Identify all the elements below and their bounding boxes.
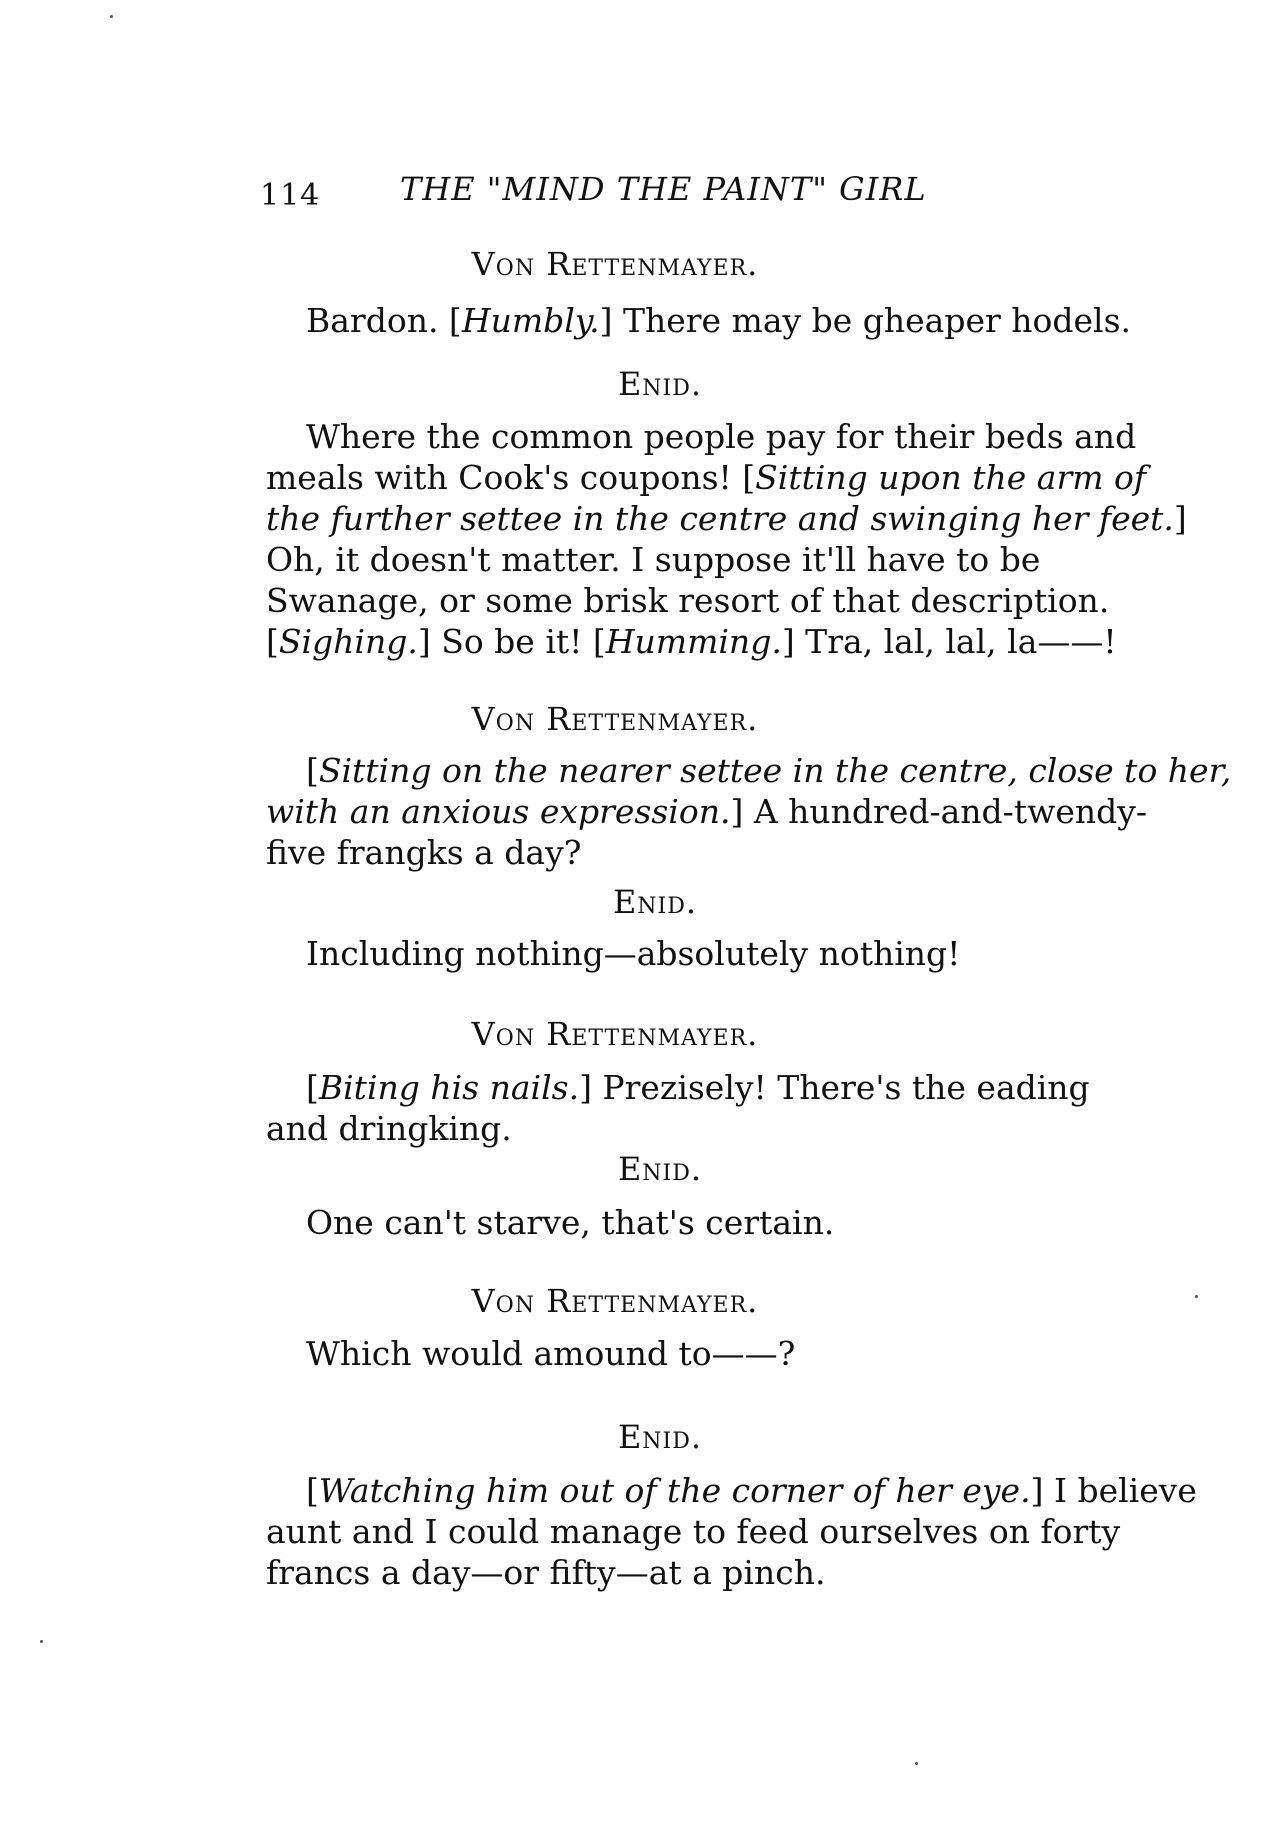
speaker-name: Enid. — [612, 883, 698, 921]
dialogue-text: ] Prezisely! There's the eading — [579, 1068, 1090, 1107]
dialogue-line — [266, 498, 1187, 539]
dialogue-text: Swanage, or some brisk resort of that description. — [266, 581, 1110, 620]
dialogue-text: aunt and I could manage to feed ourselves on forty — [266, 1512, 1121, 1551]
running-head — [260, 170, 1020, 220]
dialogue-text: Where the common people pay for their beds and — [306, 417, 1137, 456]
stage-direction: Watching him out of the corner of her eye. — [318, 1471, 1031, 1510]
dialogue-line — [266, 933, 1176, 974]
dialogue-text: Which would amound to——? — [306, 1334, 796, 1373]
dialogue-line — [266, 1333, 1176, 1374]
dialogue-line — [266, 832, 1176, 873]
dialogue-line — [266, 1470, 1197, 1511]
speaker-name: Von Rettenmayer. — [471, 700, 759, 738]
dialogue-paragraph — [266, 750, 1232, 873]
dialogue-text: and dringking. — [266, 1109, 512, 1148]
speaker-name: Enid. — [617, 1418, 703, 1456]
dialogue-text: ] A hundred-and-twendy- — [730, 792, 1148, 831]
running-title: THE "MIND THE PAINT" GIRL — [400, 170, 927, 208]
dialogue-text: [ — [306, 751, 319, 790]
stage-direction: Humming. — [605, 622, 782, 661]
paper-speck — [915, 1762, 918, 1765]
dialogue-line — [266, 1067, 1176, 1108]
dialogue-line — [266, 300, 1176, 341]
dialogue-text: five frangks a day? — [266, 833, 582, 872]
dialogue-text: Including nothing—absolutely nothing! — [306, 934, 961, 973]
dialogue-paragraph — [266, 1067, 1176, 1149]
dialogue-paragraph — [266, 1470, 1197, 1593]
dialogue-text: meals with Cook's coupons! [ — [266, 458, 756, 497]
dialogue-line — [266, 539, 1176, 580]
stage-direction: Sighing. — [278, 622, 418, 661]
stage-direction: with an anxious expression. — [266, 792, 731, 831]
dialogue-line — [266, 1552, 1176, 1593]
dialogue-text: francs a day—or fifty—at a pinch. — [266, 1553, 826, 1592]
dialogue-text: Bardon. [ — [306, 301, 462, 340]
dialogue-text: [ — [266, 622, 279, 661]
dialogue-text: ] Tra, lal, lal, la——! — [781, 622, 1117, 661]
stage-direction: Biting his nails. — [318, 1068, 580, 1107]
stage-direction: Sitting upon the arm of — [755, 458, 1147, 497]
dialogue-text: ] I believe — [1030, 1471, 1197, 1510]
paper-speck — [40, 1640, 43, 1643]
paper-speck — [1195, 1295, 1198, 1298]
dialogue-text: ] — [1173, 499, 1187, 538]
dialogue-line — [266, 791, 1176, 832]
dialogue-text: [ — [306, 1471, 319, 1510]
speaker-name: Enid. — [617, 365, 703, 403]
stage-direction: Humbly. — [461, 301, 600, 340]
dialogue-paragraph — [266, 1202, 1176, 1243]
dialogue-line — [266, 621, 1176, 662]
speaker-name: Von Rettenmayer. — [471, 1282, 759, 1320]
dialogue-paragraph — [266, 300, 1176, 341]
speaker-name: Von Rettenmayer. — [471, 245, 759, 283]
paper-speck — [110, 15, 113, 18]
dialogue-paragraph — [266, 933, 1176, 974]
speaker-name: Enid. — [617, 1150, 703, 1188]
dialogue-text: ] There may be gheaper hodels. — [599, 301, 1132, 340]
dialogue-paragraph — [266, 1333, 1176, 1374]
dialogue-paragraph — [266, 416, 1187, 662]
dialogue-text: ] So be it! [ — [417, 622, 606, 661]
dialogue-text: [ — [306, 1068, 319, 1107]
stage-direction: the further settee in the centre and swinging her feet. — [266, 499, 1174, 538]
dialogue-text: One can't starve, that's certain. — [306, 1203, 835, 1242]
speaker-name: Von Rettenmayer. — [471, 1015, 759, 1053]
dialogue-line — [266, 1108, 1176, 1149]
dialogue-line — [266, 1511, 1176, 1552]
dialogue-line — [266, 416, 1176, 457]
dialogue-line — [266, 1202, 1176, 1243]
page-number: 114 — [260, 178, 321, 213]
stage-direction: Sitting on the nearer settee in the centre, close to her, — [318, 751, 1232, 790]
dialogue-line — [266, 580, 1176, 621]
dialogue-line — [266, 750, 1232, 791]
dialogue-text: Oh, it doesn't matter. I suppose it'll have to be — [266, 540, 1041, 579]
dialogue-line — [266, 457, 1176, 498]
